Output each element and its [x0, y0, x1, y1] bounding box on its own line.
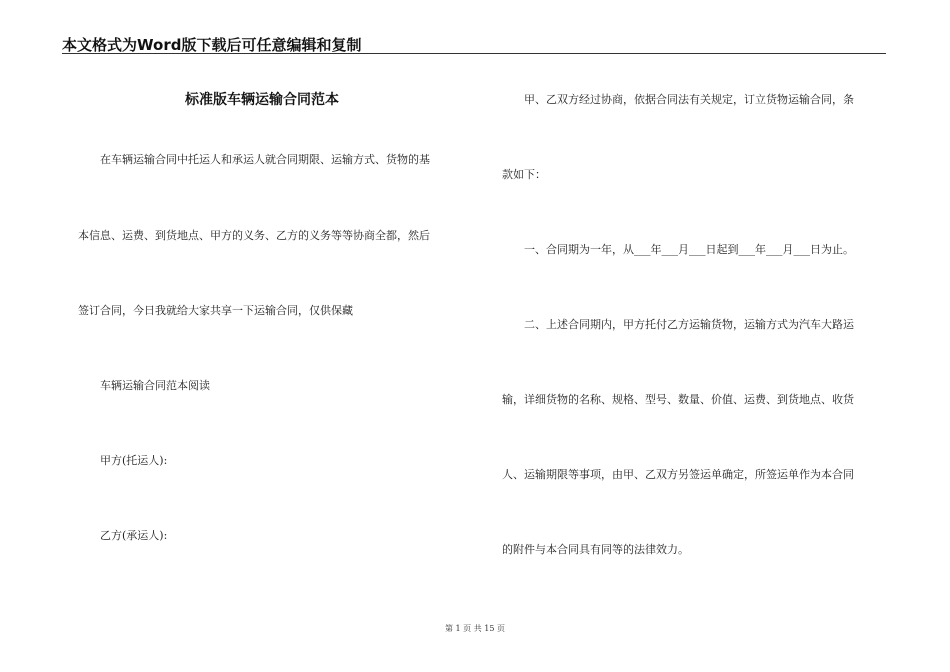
right-paragraph-line-6: 人、运输期限等事项，由甲、乙双方另签运单确定，所签运单作为本合同	[502, 468, 854, 481]
subtitle-line: 车辆运输合同范本阅读	[100, 379, 210, 392]
right-paragraph-line-1: 甲、乙双方经过协商，依据合同法有关规定，订立货物运输合同，条	[524, 93, 854, 106]
left-paragraph-line-2: 本信息、运费、到货地点、甲方的义务、乙方的义务等等协商全都，然后	[78, 229, 430, 242]
left-paragraph-line-3: 签订合同，今日我就给大家共享一下运输合同，仅供保藏	[78, 304, 353, 317]
right-paragraph-line-5: 输，详细货物的名称、规格、型号、数量、价值、运费、到货地点、收货	[502, 393, 854, 406]
party-b-line: 乙方(承运人):	[100, 529, 168, 542]
right-paragraph-line-3: 一、合同期为一年，从___年___月___日起到___年___月___日为止。	[524, 243, 854, 256]
right-paragraph-line-2: 款如下：	[502, 168, 546, 181]
header-divider	[62, 53, 886, 54]
download-banner: 本文格式为Word版下载后可任意编辑和复制	[62, 36, 362, 54]
left-paragraph-line-1: 在车辆运输合同中托运人和承运人就合同期限、运输方式、货物的基	[100, 153, 430, 166]
right-paragraph-line-4: 二、上述合同期内，甲方托付乙方运输货物，运输方式为汽车大路运	[524, 318, 854, 331]
right-paragraph-line-7: 的附件与本合同具有同等的法律效力。	[502, 543, 689, 556]
party-a-line: 甲方(托运人):	[100, 454, 168, 467]
page-number: 第 1 页 共 15 页	[445, 624, 505, 633]
document-title: 标准版车辆运输合同范本	[185, 92, 339, 108]
